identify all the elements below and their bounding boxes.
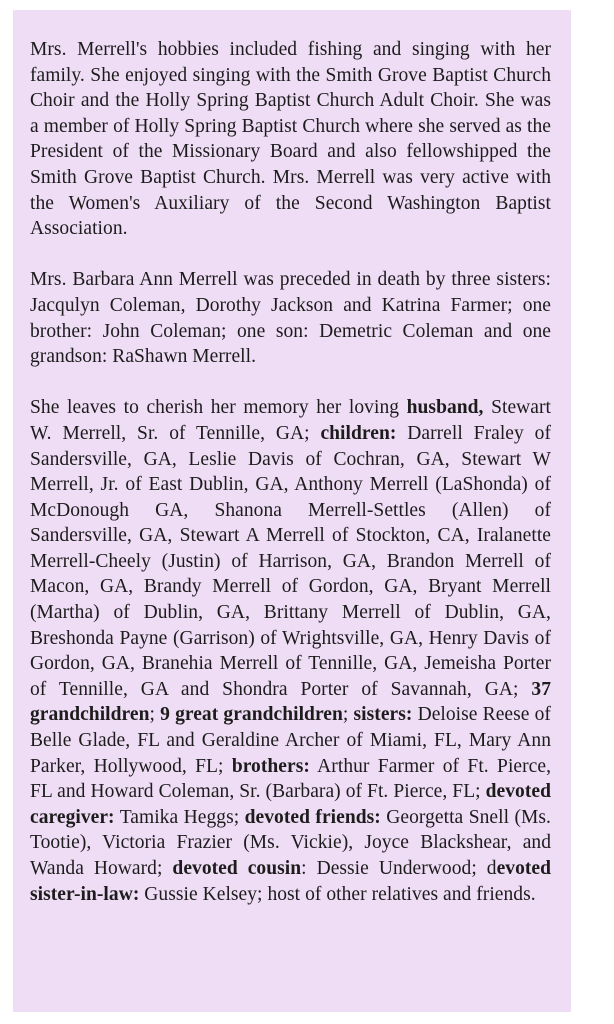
sister-in-law-text: Gussie Kelsey; host of other relatives and friends. (139, 883, 536, 905)
caregiver-text: Tamika Heggs; (114, 806, 245, 828)
friends-text: Georgetta Snell (Ms. Tootie), Victoria Frazier (Ms. Vickie), Joyce Blackshear, and Wanda Howard; (30, 806, 551, 879)
sisters-text: Deloise Reese of Belle Glade, FL and Geraldine Archer of Miami, FL, Mary Ann Parker, Hollywood, FL; (30, 704, 551, 777)
children-text: Darrell Fraley of Sandersville, GA, Leslie Davis of Cochran, GA, Stewart W Merrell, Jr. of East Dublin, GA, Anthony Merrell (LaShonda) of McDonough GA, Shanona Merrell-Settles (Allen) of Sandersville, GA, Stewart A Merrell of Stockton, CA, Iralanette Merrell-Cheely (Justin) of Harrison, GA, Brandon Merrell of Macon, GA, Brandy Merrell of Gordon, GA, Bryant Merrell (Martha) of Dublin, GA, Brittany Merrell of Dublin, GA, Breshonda Payne (Garrison) of Wrightsville, GA, Henry Davis of Gordon, GA, Branehia Merrell of Tennille, GA, Jemeisha Porter of Tennille, GA and Shondra Porter of Savannah, GA; (30, 422, 551, 700)
husband-text: Stewart W. Merrell, Sr. of Tennille, GA; (30, 397, 551, 444)
survivors-intro: She leaves to cherish her memory her loving (30, 397, 407, 419)
hobbies-paragraph: Mrs. Merrell's hobbies included fishing and singing with her family. She enjoyed singing with the Smith Grove Baptist Church Choir and the Holly Spring Baptist Church Adult Choir. She was a member of Holly Spring Baptist Church where she served as the President of the Missionary Board and also fellowshipped the Smith Grove Baptist Church. Mrs. Merrell was very active with the Women's Auxiliary of the Second Washington Baptist Association. (30, 39, 551, 240)
cousin-label: devoted cousin (172, 858, 302, 879)
grandchildren-label: 37 grandchildren (30, 678, 551, 726)
preceded-in-death-paragraph: Mrs. Barbara Ann Merrell was preceded in death by three sisters: Jacqulyn Coleman, Dorothy Jackson and Katrina Farmer; one brother: John Coleman; one son: Demetric Coleman and one grandson: RaShawn Merrell. (30, 269, 551, 368)
obituary-page (13, 10, 571, 1012)
husband-label: husband, (406, 397, 484, 419)
friends-label: devoted friends: (244, 806, 381, 828)
caregiver-label: devoted caregiver: (30, 781, 551, 828)
brothers-text: Arthur Farmer of Ft. Pierce, FL and Howard Coleman, Sr. (Barbara) of Ft. Pierce, FL; (30, 755, 552, 803)
children-label: children: (320, 422, 397, 444)
sister-in-law-label: evoted sister-in-law: (30, 858, 552, 905)
survivors-paragraph (30, 395, 551, 907)
sisters-label: sisters: (353, 704, 413, 726)
separator: ; (149, 704, 161, 726)
separator: ; (342, 704, 354, 726)
great-grandchildren-label: 9 great grandchildren (160, 704, 343, 726)
brothers-label: brothers: (231, 755, 310, 777)
cousin-text: : Dessie Underwood; d (301, 858, 497, 879)
